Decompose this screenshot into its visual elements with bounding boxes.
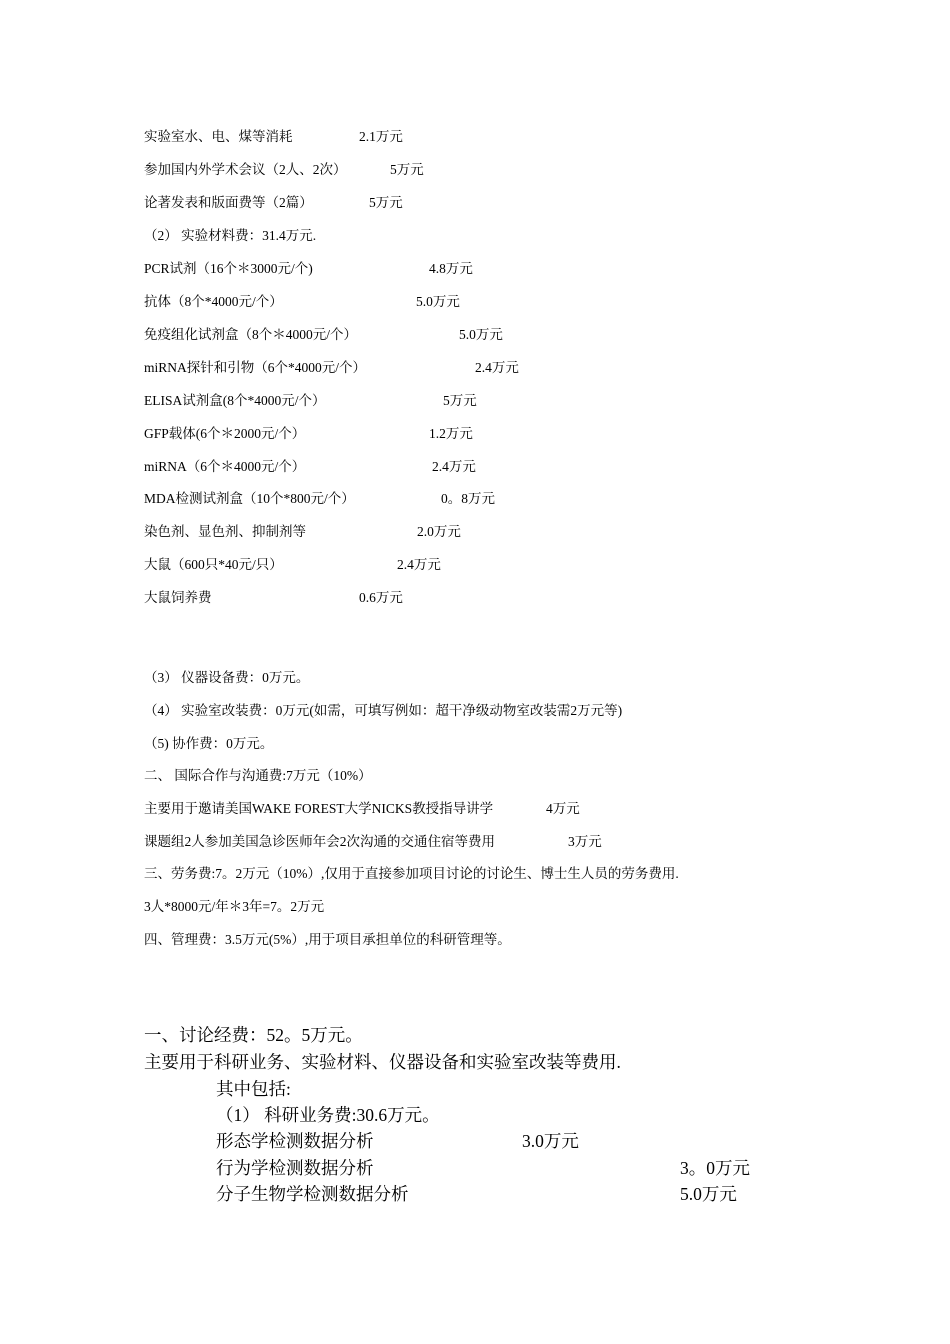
line-mda-kit [144,491,495,507]
line-amount: 5.0万元 [680,1184,737,1204]
line-rats [144,557,441,573]
line-amount: 5万元 [443,393,477,408]
line-collaboration [144,736,273,752]
line-international [144,768,372,784]
line-pcr [144,261,473,277]
line-ihc-kit [144,327,503,343]
line-morphology [216,1130,579,1152]
line-label: 参加国内外学术会议（2人、2次） [144,162,347,177]
line-amount: 2.4万元 [397,557,441,572]
line-labor-calc [144,899,324,915]
line-label: 课题组2人参加美国急诊医师年会2次沟通的交通住宿等费用 [144,834,495,849]
line-label: 主要用于科研业务、实验材料、仪器设备和实验室改装等费用. [144,1052,621,1072]
line-conference [144,162,424,178]
line-amount: 4万元 [546,801,580,816]
line-elisa-kit [144,393,477,409]
line-label: （2） 实验材料费：31.4万元. [144,228,317,243]
line-label: ELISA试剂盒(8个*4000元/个） [144,393,326,408]
line-gfp-vector [144,426,473,442]
line-label: 大鼠饲养费 [144,590,212,605]
line-management [144,932,511,948]
line-amount: 1.2万元 [429,426,473,441]
line-amount: 2.0万元 [417,524,461,539]
line-amount: 0.6万元 [359,590,403,605]
line-amount: 3万元 [568,834,602,849]
line-labor [144,866,679,882]
line-materials-heading [144,228,316,244]
line-equipment [144,670,309,686]
line-label: 一、讨论经费：52。5万元。 [144,1025,363,1045]
line-label: 分子生物学检测数据分析 [216,1184,409,1204]
line-reagents [144,524,461,540]
line-label: （3） 仪器设备费：0万元。 [144,670,310,685]
line-lab-renovation [144,703,622,719]
line-label: 三、劳务费:7。2万元（10%）,仅用于直接参加项目讨论的讨论生、博士生人员的劳务费用. [144,866,679,881]
line-label: 二、 国际合作与沟通费:7万元（10%） [144,768,372,783]
line-label: MDA检测试剂盒（10个*800元/个） [144,491,355,506]
line-label: 四、管理费：3.5万元(5%）,用于项目承担单位的科研管理等。 [144,932,511,947]
line-including [216,1078,291,1100]
line-label: 染色剂、显色剂、抑制剂等 [144,524,306,539]
line-label: 免疫组化试剂盒（8个＊4000元/个） [144,327,358,342]
line-label: 形态学检测数据分析 [216,1131,374,1151]
line-amount: 5万元 [369,195,403,210]
line-label: miRNA（6个＊4000元/个） [144,459,306,474]
line-mirna-probe [144,360,519,376]
line-label: 抗体（8个*4000元/个） [144,294,283,309]
line-label: 论著发表和版面费等（2篇） [144,195,313,210]
line-amount: 5.0万元 [416,294,460,309]
line-amount: 5万元 [390,162,424,177]
line-label: 其中包括: [216,1079,291,1099]
line-amount: 4.8万元 [429,261,473,276]
line-amount: 2.4万元 [475,360,519,375]
line-mirna [144,459,476,475]
line-label: 行为学检测数据分析 [216,1158,374,1178]
line-amount: 5.0万元 [459,327,503,342]
line-amount: 2.1万元 [359,129,403,144]
line-label: 3人*8000元/年＊3年=7。2万元 [144,899,325,914]
line-invite-professor [144,801,580,817]
line-amount: 3。0万元 [680,1158,750,1178]
line-research-funds [144,1024,363,1046]
line-antibody [144,294,460,310]
line-business-fee [216,1104,440,1126]
line-label: 实验室水、电、煤等消耗 [144,129,293,144]
line-molecular [216,1183,737,1205]
line-label: （5) 协作费：0万元。 [144,736,274,751]
line-label: （4） 实验室改装费：0万元(如需，可填写例如：超干净级动物室改装需2万元等) [144,703,623,718]
line-water-electric [144,129,403,145]
line-publication [144,195,403,211]
line-rat-feeding [144,590,403,606]
line-main-use [144,1051,621,1073]
line-annual-meeting [144,834,602,850]
line-label: 大鼠（600只*40元/只） [144,557,283,572]
line-label: 主要用于邀请美国WAKE FOREST大学NICKS教授指导讲学 [144,801,494,816]
line-label: miRNA探针和引物（6个*4000元/个） [144,360,367,375]
line-amount: 2.4万元 [432,459,476,474]
line-amount: 0。8万元 [441,491,495,506]
line-amount: 3.0万元 [522,1131,579,1151]
line-label: PCR试剂（16个＊3000元/个) [144,261,313,276]
line-behavior [216,1157,750,1179]
line-label: GFP载体(6个＊2000元/个） [144,426,306,441]
line-label: （1） 科研业务费:30.6万元。 [216,1105,440,1125]
